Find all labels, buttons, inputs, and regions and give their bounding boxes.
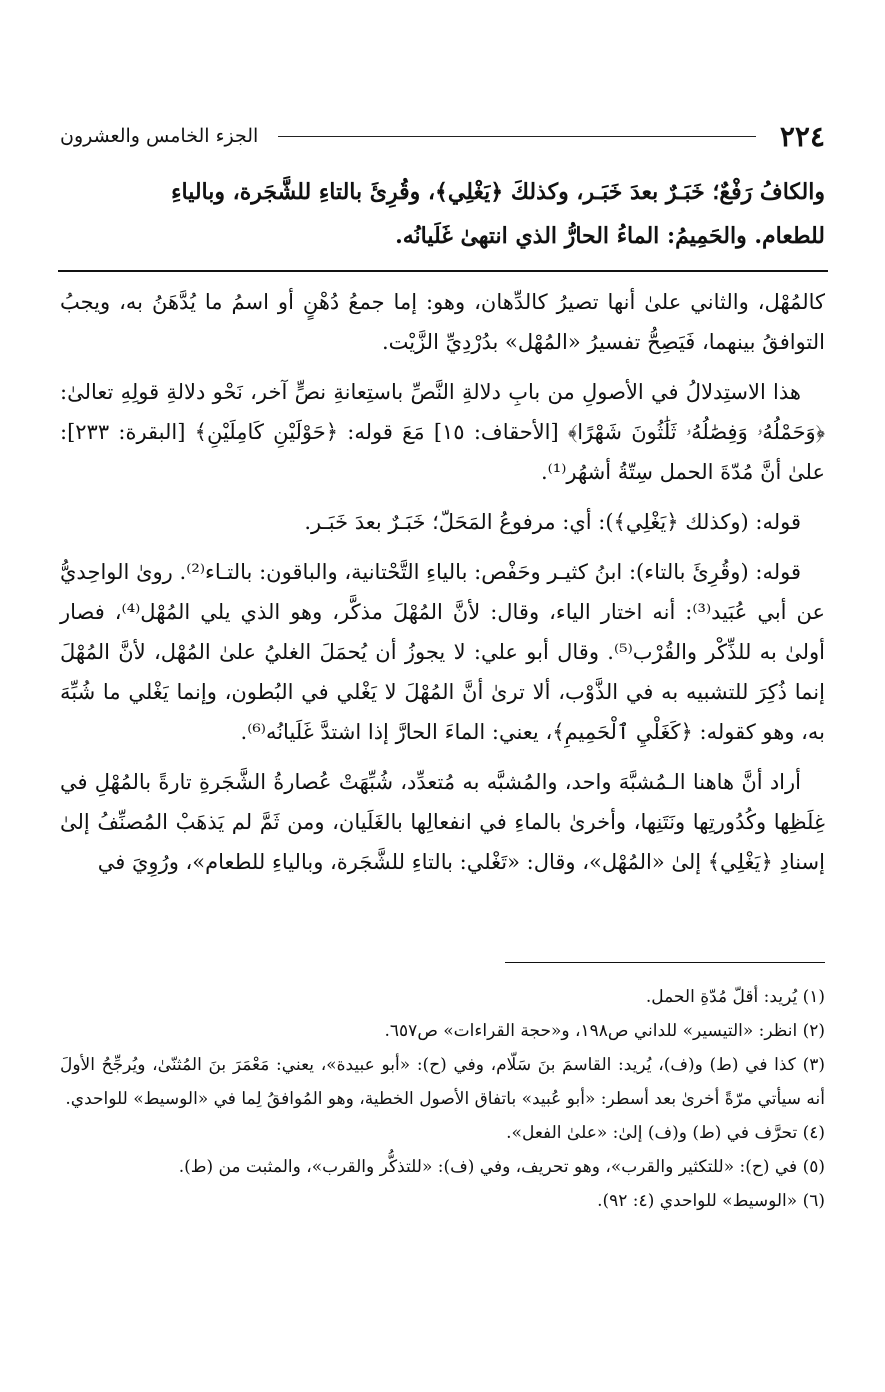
footnote: (٦) «الوسيط» للواحدي (٤: ٩٢). [597, 1191, 825, 1211]
footnote: (٢) انظر: «التيسير» للداني ص١٩٨، و«حجة القراءات» ص٦٥٧. [384, 1021, 825, 1041]
main-text-block [60, 170, 825, 258]
footnote: (١) يُريد: أقلّ مُدّةِ الحمل. [645, 987, 825, 1007]
main-text-line: للطعام. والحَمِيمُ: الماءُ الحارُّ الذي انتهىٰ غَلَيانُه. [395, 223, 825, 249]
footnote: (٥) في (ح): «للتكثير والقرب»، وهو تحريف، وفي (ف): «للتذكُّر والقرب»، والمثبت من (ط). [178, 1157, 825, 1177]
commentary-body [60, 282, 825, 892]
header-rule [278, 136, 756, 137]
body-paragraph: قوله: (وكذلك ﴿يَغْلِي﴾): أي: مرفوعُ المَحَلّ؛ خَبَـرٌ بعدَ خَبَـر. [304, 510, 801, 534]
footnote-divider [505, 962, 825, 963]
body-paragraph: هذا الاستِدلالُ في الأصولِ من بابِ دلالةِ النَّصِّ باستِعانةِ نصٍّ آخر، نَحْو دلالةِ قولِهِ تعالىٰ: ﴿وَحَمْلُهُۥ وَفِصَٰلُهُۥ ثَلَٰثُونَ شَهْرًا﴾ [الأحقاف: ١٥] مَعَ قوله: ﴿حَوْلَيْنِ كَامِلَيْنِ﴾ [البقرة: ٢٣٣]: علىٰ أنَّ مُدّةَ الحمل سِتّةُ أشهُر⁽¹⁾. [60, 380, 826, 484]
main-text-divider [58, 270, 828, 272]
running-title: الجزء الخامس والعشرون [60, 125, 259, 147]
body-paragraph: قوله: (وقُرِئَ بالتاء): ابنُ كثيـر وحَفْص: بالياءِ التَّحْتانية، والباقون: بالتـاء⁽²⁾. روىٰ الواحِديُّ عن أبي عُبَيد⁽³⁾: أنه اختار الياء، وقال: لأنَّ المُهْلَ مذكَّر، وهو الذي يلي المُهْل⁽⁴⁾، فصار أولىٰ به للذِّكْر والقُرْب⁽⁵⁾. وقال أبو علي: لا يجوزُ أن يُحمَلَ الغليُ علىٰ المُهْل، لأنَّ المُهْلَ إنما ذُكِرَ للتشبيه به في الذَّوْب، ألا ترىٰ أنَّ المُهْلَ لا يَغْلي في البُطون، وإنما يَغْلي ما شُبِّهَ به، وهو كقوله: ﴿كَغَلْيِ ٱلْحَمِيمِ﴾، يعني: الماءَ الحارَّ إذا اشتدَّ غَلَيانُه⁽⁶⁾. [60, 560, 826, 744]
page-number: ٢٢٤ [779, 119, 825, 153]
footnotes [60, 980, 825, 1218]
footnote: (٤) تحرَّف في (ط) و(ف) إلىٰ: «علىٰ الفعل». [506, 1123, 825, 1143]
page-header [60, 116, 825, 156]
body-paragraph: كالمُهْل، والثاني علىٰ أنها تصيرُ كالدِّهان، وهو: إما جمعُ دُهْنٍ أو اسمُ ما يُدَّهَنُ به، ويجبُ التوافقُ بينهما، فَيَصِحُّ تفسيرُ «المُهْل» بدُرْدِيِّ الزَّيْت. [60, 290, 825, 354]
body-paragraph: أراد أنَّ هاهنا الـمُشبَّهَ واحد، والمُشبَّه به مُتعدِّد، شُبِّهَتْ عُصارةُ الشَّجَرةِ تارةً بالمُهْلِ في غِلَظِها وكُدُورتِها ونَتَنِها، وأخرىٰ بالماءِ في انفعالِها بالغَلَيان، ومن ثَمَّ لم يَذهَبْ المُصنِّفُ إلىٰ إسنادِ ﴿يَغْلِي﴾ إلىٰ «المُهْل»، وقال: «تَغْلي: بالتاءِ للشَّجَرة، وبالياءِ للطعام»، ورُوِيَ في [60, 770, 825, 874]
main-text-line: والكافُ رَفْعٌ؛ خَبَـرٌ بعدَ خَبَـر، وكذلكَ ﴿يَغْلِي﴾، وقُرِئَ بالتاءِ للشَّجَرة، وبالياءِ [171, 179, 825, 205]
footnote: (٣) كذا في (ط) و(ف)، يُريد: القاسمَ بنَ سَلّام، وفي (ح): «أبو عبيدة»، يعني: مَعْمَرَ بنَ المُثنّىٰ، ويُرجِّحُ الأولَ أنه سيأتي مرّةً أخرىٰ بعد أسطر: «أبو عُبيد» باتفاق الأصول الخطية، وهو المُوافقُ لِما في «الوسيط» للواحدي. [60, 1055, 825, 1109]
